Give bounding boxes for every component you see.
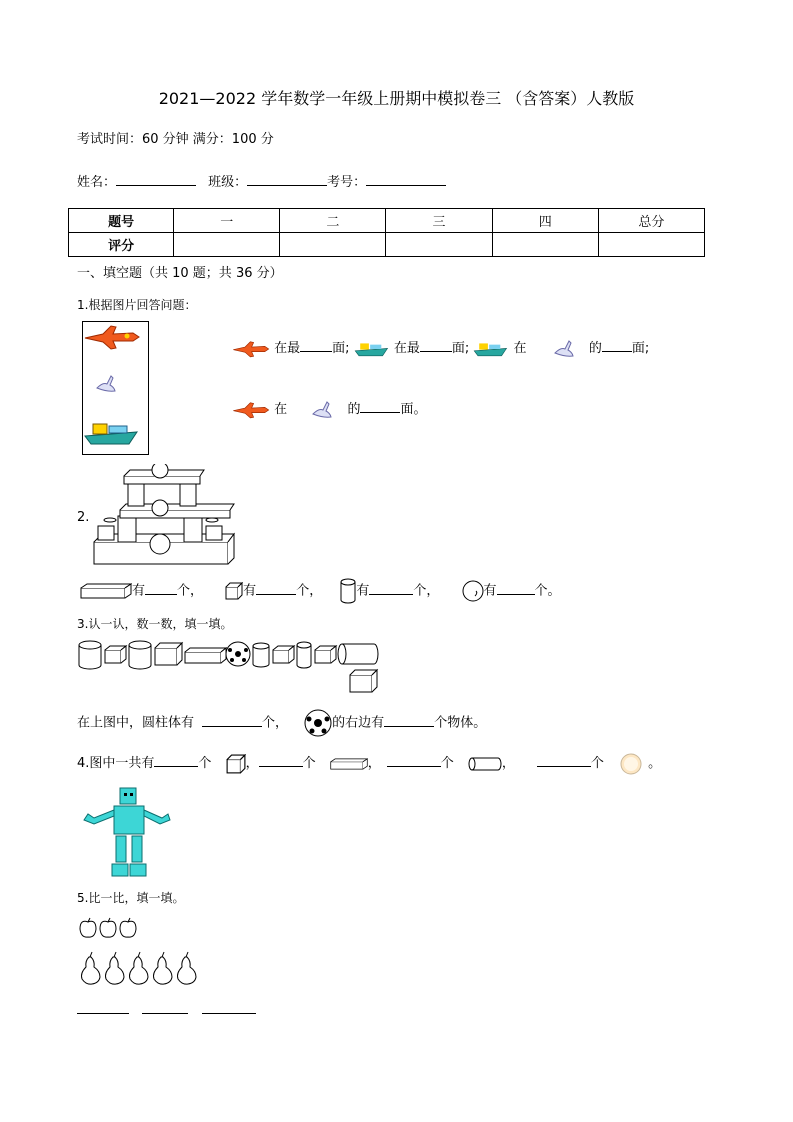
cylinder-icon <box>468 757 502 771</box>
answer-blank[interactable] <box>384 713 434 727</box>
name-blank[interactable] <box>116 172 196 186</box>
solids-row-picture <box>78 640 380 696</box>
ball-icon <box>462 580 484 602</box>
score-table-score-row <box>69 233 705 257</box>
cube-icon <box>225 582 243 600</box>
answer-blank[interactable] <box>145 581 177 595</box>
answer-blank[interactable] <box>77 1013 129 1014</box>
plane-icon <box>232 339 270 359</box>
score-cell[interactable] <box>492 233 598 257</box>
class-blank[interactable] <box>247 172 327 186</box>
robot-icon <box>80 786 172 880</box>
answer-blank[interactable] <box>202 1013 256 1014</box>
score-cell[interactable] <box>386 233 492 257</box>
q3-prompt: 3.认一认，数一数，填一填。 <box>77 617 233 631</box>
answer-blank[interactable] <box>256 581 296 595</box>
q4-line: 4.图中一共有 个 ， 个 ， 个 ， 个 。 <box>77 752 661 775</box>
q2-answer-line: 有 个， 有 个， 有 个， 有 个。 <box>80 578 561 604</box>
pears-picture <box>78 951 202 987</box>
answer-blank[interactable] <box>497 581 535 595</box>
answer-blank[interactable] <box>142 1013 188 1014</box>
q2-number: 2. <box>77 510 90 525</box>
answer-blank[interactable] <box>387 753 441 767</box>
answer-blank[interactable] <box>602 338 632 352</box>
boat-icon <box>83 418 141 448</box>
table-header-cell: 三 <box>386 209 492 233</box>
block-tower-picture <box>88 464 236 568</box>
score-table <box>68 208 705 257</box>
cylinder-icon <box>340 578 356 604</box>
answer-blank[interactable] <box>154 753 198 767</box>
boat-icon <box>354 338 390 360</box>
score-cell[interactable] <box>174 233 280 257</box>
q5-prompt: 5.比一比，填一填。 <box>77 891 185 905</box>
answer-blank[interactable] <box>259 753 303 767</box>
table-header-cell: 二 <box>280 209 386 233</box>
ball-icon <box>620 753 642 775</box>
q1-picture-frame <box>82 321 149 455</box>
answer-blank[interactable] <box>420 338 452 352</box>
boat-icon <box>473 338 509 360</box>
bird-icon <box>311 399 333 421</box>
answer-blank[interactable] <box>360 399 400 413</box>
student-info-line <box>77 171 446 190</box>
answer-blank[interactable] <box>369 581 413 595</box>
soccer-ball-icon <box>304 709 332 737</box>
number-label: 考号： <box>327 175 367 190</box>
bird-icon <box>95 374 117 394</box>
q1-line1: 在最 面; 在最 面; 在 的 面; <box>232 337 649 360</box>
score-table-header-row <box>69 209 705 233</box>
name-label: 姓名： <box>77 175 117 190</box>
plane-icon <box>83 324 141 350</box>
plane-icon <box>232 400 270 420</box>
number-blank[interactable] <box>366 172 446 186</box>
q3-answer-line: 在上图中，圆柱体有 个， 的右边有 个物体。 <box>77 709 486 737</box>
score-cell[interactable] <box>598 233 704 257</box>
answer-blank[interactable] <box>300 338 332 352</box>
q1-prompt: 1.根据图片回答问题： <box>77 298 197 312</box>
bird-icon <box>553 338 575 360</box>
apples-picture <box>78 917 140 939</box>
exam-info: 考试时间：60 分钟 满分：100 分 <box>77 132 274 147</box>
table-header-cell: 一 <box>174 209 280 233</box>
table-header-cell: 题号 <box>69 209 174 233</box>
cuboid-icon <box>330 756 368 772</box>
class-label: 班级： <box>208 175 248 190</box>
table-header-cell: 总分 <box>598 209 704 233</box>
section-heading: 一、填空题（共 10 题；共 36 分） <box>77 266 283 281</box>
cuboid-icon <box>80 583 132 599</box>
answer-blank[interactable] <box>537 753 591 767</box>
page-title: 2021—2022 学年数学一年级上册期中模拟卷三 （含答案）人教版 <box>158 89 635 108</box>
score-cell[interactable] <box>280 233 386 257</box>
row-label: 评分 <box>69 233 174 257</box>
answer-blank[interactable] <box>202 713 262 727</box>
table-header-cell: 四 <box>492 209 598 233</box>
q1-line2: 在 的 面。 <box>232 398 426 421</box>
cube-icon <box>226 754 246 774</box>
